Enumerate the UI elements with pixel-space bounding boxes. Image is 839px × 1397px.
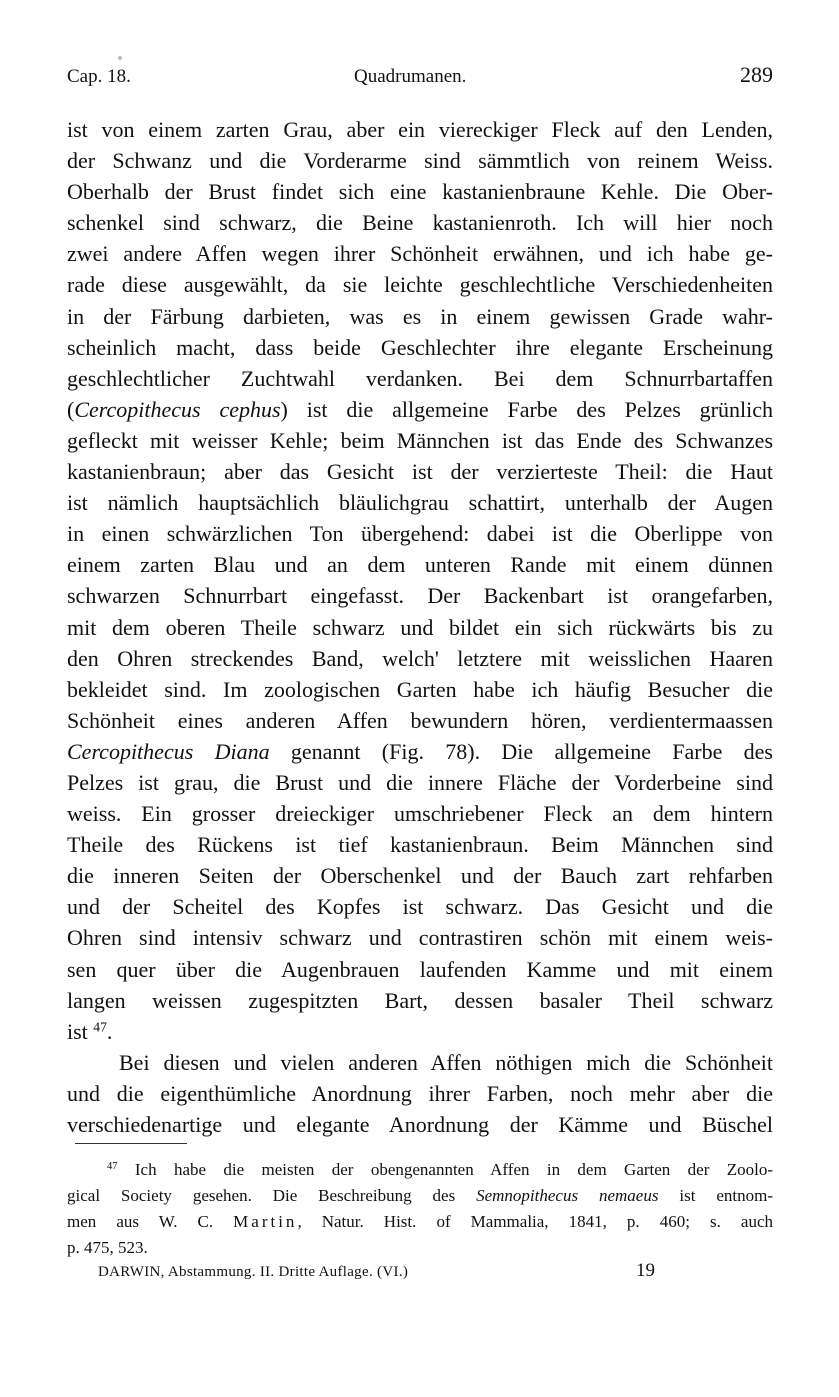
text-line: Theile des Rückens ist tief kastanienbraun. Beim Männchen sind: [67, 832, 773, 858]
text-line: die inneren Seiten der Oberschenkel und der Bauch zart rehfarben: [67, 863, 773, 889]
footnote-ref: 47: [93, 1019, 107, 1035]
text-line: der Schwanz und die Vorderarme sind sämmtlich von reinem Weiss.: [67, 148, 773, 174]
author-name: Martin: [233, 1212, 298, 1231]
text-line: gefleckt mit weisser Kehle; beim Männchen ist das Ende des Schwanzes: [67, 427, 773, 453]
footnote-marker: 47: [107, 1161, 118, 1173]
text-line: und der Scheitel des Kopfes ist schwarz. Das Gesicht und die: [67, 894, 773, 920]
text-line: ist nämlich hauptsächlich bläulichgrau schattirt, unterhalb der Augen: [67, 490, 773, 516]
text-line: Cercopithecus Diana genannt (Fig. 78). Die allgemeine Farbe des: [67, 738, 773, 764]
text-line: weiss. Ein grosser dreieckiger umschriebener Fleck an dem hintern: [67, 801, 773, 827]
page-number: 289: [740, 62, 773, 87]
footnote-line: p. 475, 523.: [67, 1238, 148, 1257]
chapter-label: Cap. 18.: [67, 66, 131, 87]
species-name: Cercopithecus Diana: [67, 738, 270, 764]
footnote-line: men aus W. C. Martin, Natur. Hist. of Mammalia, 1841, p. 460; s. auch: [67, 1212, 773, 1231]
text-line: (Cercopithecus cephus) ist die allgemeine Farbe des Pelzes grünlich: [67, 396, 773, 422]
text-line: Oberhalb der Brust findet sich eine kastanienbraune Kehle. Die Ober-: [67, 179, 773, 205]
text-line: scheinlich macht, dass beide Geschlechter ihre elegante Erscheinung: [67, 334, 773, 360]
text-line: geschlechtlicher Zuchtwahl verdanken. Bei dem Schnurrbartaffen: [67, 365, 773, 391]
footnote-line: $^{47}$ Ich habe die meisten der obengenannten Affen in dem Garten der Zoolo-: [107, 1160, 773, 1179]
text-line: und die eigenthümliche Anordnung ihrer Farben, noch mehr aber die: [67, 1080, 773, 1106]
text-line: verschiedenartige und elegante Anordnung der Kämme und Büschel: [67, 1112, 773, 1137]
text-line: ist $^{47}$.: [67, 1018, 113, 1044]
sheet-number: 19: [636, 1260, 655, 1281]
text-line: mit dem oberen Theile schwarz und bildet ein sich rückwärts bis zu: [67, 614, 773, 640]
text-line: einem zarten Blau und an dem unteren Rande mit einem dünnen: [67, 552, 773, 578]
footnote-line: gical Society gesehen. Die Beschreibung des Semnopithecus nemaeus ist entnom-: [67, 1186, 773, 1205]
species-name: Semnopithecus nemaeus: [476, 1186, 659, 1205]
text-line: Pelzes ist grau, die Brust und die innere Fläche der Vorderbeine sind: [67, 769, 773, 795]
text-line: bekleidet sind. Im zoologischen Garten habe ich häufig Besucher die: [67, 676, 773, 702]
text-line: kastanienbraun; aber das Gesicht ist der verzierteste Theil: die Haut: [67, 459, 773, 485]
footnote-rule: [75, 1143, 187, 1144]
text-line: zwei andere Affen wegen ihrer Schönheit erwähnen, und ich habe ge-: [67, 241, 773, 267]
text-line: rade diese ausgewählt, da sie leichte geschlechtliche Verschiedenheiten: [67, 272, 773, 298]
text-line: Ohren sind intensiv schwarz und contrastiren schön mit einem weis-: [67, 925, 773, 951]
species-name: Cercopithecus cephus: [74, 396, 281, 422]
running-header: [67, 62, 773, 92]
body-text: [67, 114, 773, 1140]
paragraph-first-line: Bei diesen und vielen anderen Affen nöthigen mich die Schönheit: [119, 1049, 773, 1075]
text-line: in der Färbung darbieten, was es in einem gewissen Grade wahr-: [67, 303, 773, 329]
text-line: ist von einem zarten Grau, aber ein viereckiger Fleck auf den Lenden,: [67, 117, 773, 142]
printer-signature: DARWIN, Abstammung. II. Dritte Auflage. (VI.): [98, 1264, 409, 1280]
chapter-title: Quadrumanen.: [354, 66, 467, 87]
footnote: [67, 1157, 773, 1261]
text-line: schwarzen Schnurrbart eingefasst. Der Backenbart ist orangefarben,: [67, 583, 773, 609]
speck: [118, 56, 122, 60]
text-line: Schönheit eines anderen Affen bewundern hören, verdientermaassen: [67, 707, 773, 733]
text-line: schenkel sind schwarz, die Beine kastanienroth. Ich will hier noch: [67, 210, 773, 236]
text-line: den Ohren streckendes Band, welch' letztere mit weisslichen Haaren: [67, 645, 773, 671]
text-line: langen weissen zugespitzten Bart, dessen basaler Theil schwarz: [67, 987, 773, 1013]
text-line: sen quer über die Augenbrauen laufenden Kamme und mit einem: [67, 956, 773, 982]
text-line: in einen schwärzlichen Ton übergehend: dabei ist die Oberlippe von: [67, 521, 773, 547]
